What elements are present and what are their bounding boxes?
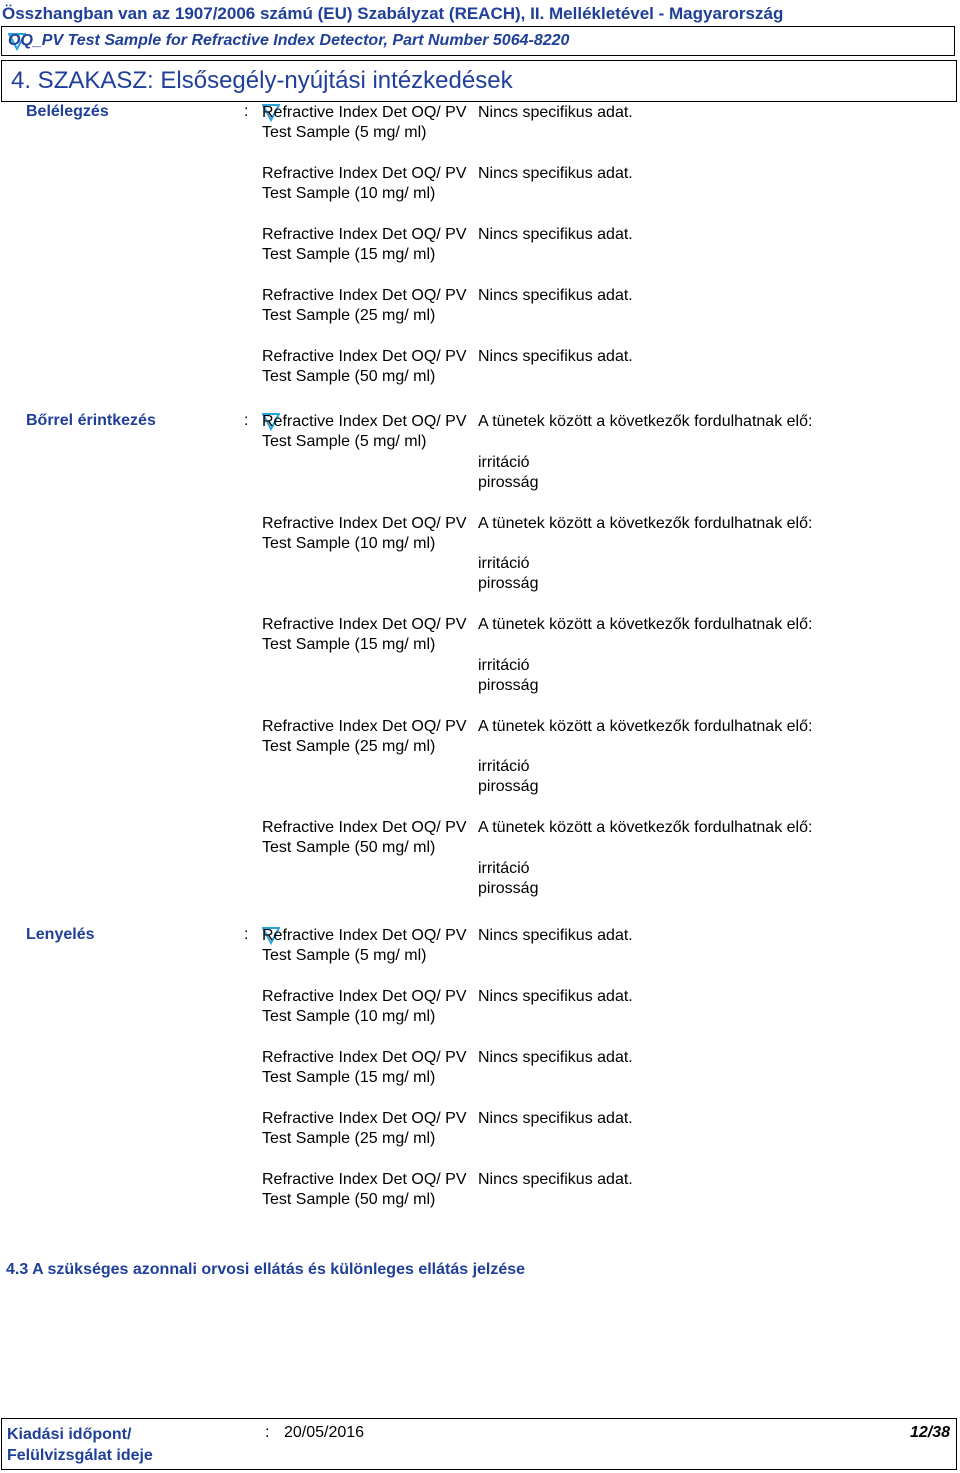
effect-block <box>478 412 958 493</box>
effect-text: A tünetek között a következők fordulhatnak elő: <box>478 717 813 735</box>
symptom: pirosság <box>478 778 539 796</box>
product-variant: Refractive Index Det OQ/ PV Test Sample (25 mg/ ml) <box>262 717 467 755</box>
symptom: pirosság <box>478 879 539 897</box>
product-variant: Refractive Index Det OQ/ PV Test Sample (5 mg/ ml) <box>262 927 467 965</box>
symptom: pirosság <box>478 473 539 491</box>
effect-text: A tünetek között a következők fordulhatnak elő: <box>478 514 813 532</box>
effect-text: A tünetek között a következők fordulhatnak elő: <box>478 413 813 430</box>
route-colon: : <box>244 412 249 429</box>
symptom: irritáció <box>478 453 530 471</box>
issue-date-value: 20/05/2016 <box>284 1424 365 1441</box>
effect-text: Nincs specifikus adat. <box>478 287 633 304</box>
section-title: 4. SZAKASZ: Elsősegély-nyújtási intézkedések <box>11 67 513 94</box>
product-variant: Refractive Index Det OQ/ PV Test Sample (25 mg/ ml) <box>262 1110 467 1148</box>
effect-block <box>478 717 958 798</box>
product-variant: Refractive Index Det OQ/ PV Test Sample (15 mg/ ml) <box>262 226 467 264</box>
product-variant: Refractive Index Det OQ/ PV Test Sample (10 mg/ ml) <box>262 988 467 1026</box>
effect-block <box>478 818 958 899</box>
effect-text: A tünetek között a következők fordulhatnak elő: <box>478 616 813 633</box>
product-name: OQ_PV Test Sample for Refractive Index Detector, Part Number 5064-8220 <box>8 32 570 49</box>
effect-text: Nincs specifikus adat. <box>478 104 633 121</box>
route-colon: : <box>244 103 249 120</box>
regulation-title: Összhangban van az 1907/2006 számú (EU) Szabályzat (REACH), II. Mellékletével - Magyarország <box>2 4 784 23</box>
page-footer <box>1 1418 957 1470</box>
issue-date-label-line1: Kiadási időpont/ <box>7 1426 132 1443</box>
symptom: irritáció <box>478 555 530 573</box>
symptom: pirosság <box>478 676 539 694</box>
effect-text: Nincs specifikus adat. <box>478 927 633 944</box>
product-variant: Refractive Index Det OQ/ PV Test Sample (50 mg/ ml) <box>262 348 467 386</box>
effect-text: Nincs specifikus adat. <box>478 1049 633 1066</box>
product-variant: Refractive Index Det OQ/ PV Test Sample (10 mg/ ml) <box>262 514 467 552</box>
route-label: Lenyelés <box>26 926 95 943</box>
product-variant: Refractive Index Det OQ/ PV Test Sample (5 mg/ ml) <box>262 104 467 142</box>
symptom: irritáció <box>478 859 530 877</box>
effect-block <box>478 615 958 696</box>
product-variant: Refractive Index Det OQ/ PV Test Sample (50 mg/ ml) <box>262 819 467 857</box>
symptom: irritáció <box>478 656 530 674</box>
effect-text: Nincs specifikus adat. <box>478 165 633 182</box>
effect-text: Nincs specifikus adat. <box>478 348 633 365</box>
product-variant: Refractive Index Det OQ/ PV Test Sample (15 mg/ ml) <box>262 1049 467 1087</box>
symptom: pirosság <box>478 575 539 593</box>
effect-text: Nincs specifikus adat. <box>478 226 633 243</box>
issue-date-label <box>7 1424 153 1466</box>
product-variant: Refractive Index Det OQ/ PV Test Sample (15 mg/ ml) <box>262 616 467 654</box>
product-name-box <box>1 26 955 56</box>
subsection-title: 4.3 A szükséges azonnali orvosi ellátás és különleges ellátás jelzése <box>6 1261 526 1278</box>
product-variant: Refractive Index Det OQ/ PV Test Sample (25 mg/ ml) <box>262 287 467 325</box>
product-variant: Refractive Index Det OQ/ PV Test Sample (10 mg/ ml) <box>262 165 467 203</box>
product-variant: Refractive Index Det OQ/ PV Test Sample (50 mg/ ml) <box>262 1171 467 1209</box>
route-colon: : <box>244 926 249 943</box>
product-variant: Refractive Index Det OQ/ PV Test Sample (5 mg/ ml) <box>262 413 467 451</box>
symptom: irritáció <box>478 758 530 776</box>
effect-block <box>478 514 958 595</box>
page-number: 12/38 <box>909 1424 950 1441</box>
issue-date-label-line2: Felülvizsgálat ideje <box>7 1447 153 1464</box>
effect-text: Nincs specifikus adat. <box>478 988 633 1005</box>
effect-text: Nincs specifikus adat. <box>478 1110 633 1127</box>
section-heading-box <box>1 60 957 102</box>
footer-colon: : <box>265 1424 270 1441</box>
effect-text: Nincs specifikus adat. <box>478 1171 633 1188</box>
route-label: Bőrrel érintkezés <box>26 412 156 429</box>
route-label: Belélegzés <box>26 103 109 120</box>
effect-text: A tünetek között a következők fordulhatnak elő: <box>478 819 813 836</box>
